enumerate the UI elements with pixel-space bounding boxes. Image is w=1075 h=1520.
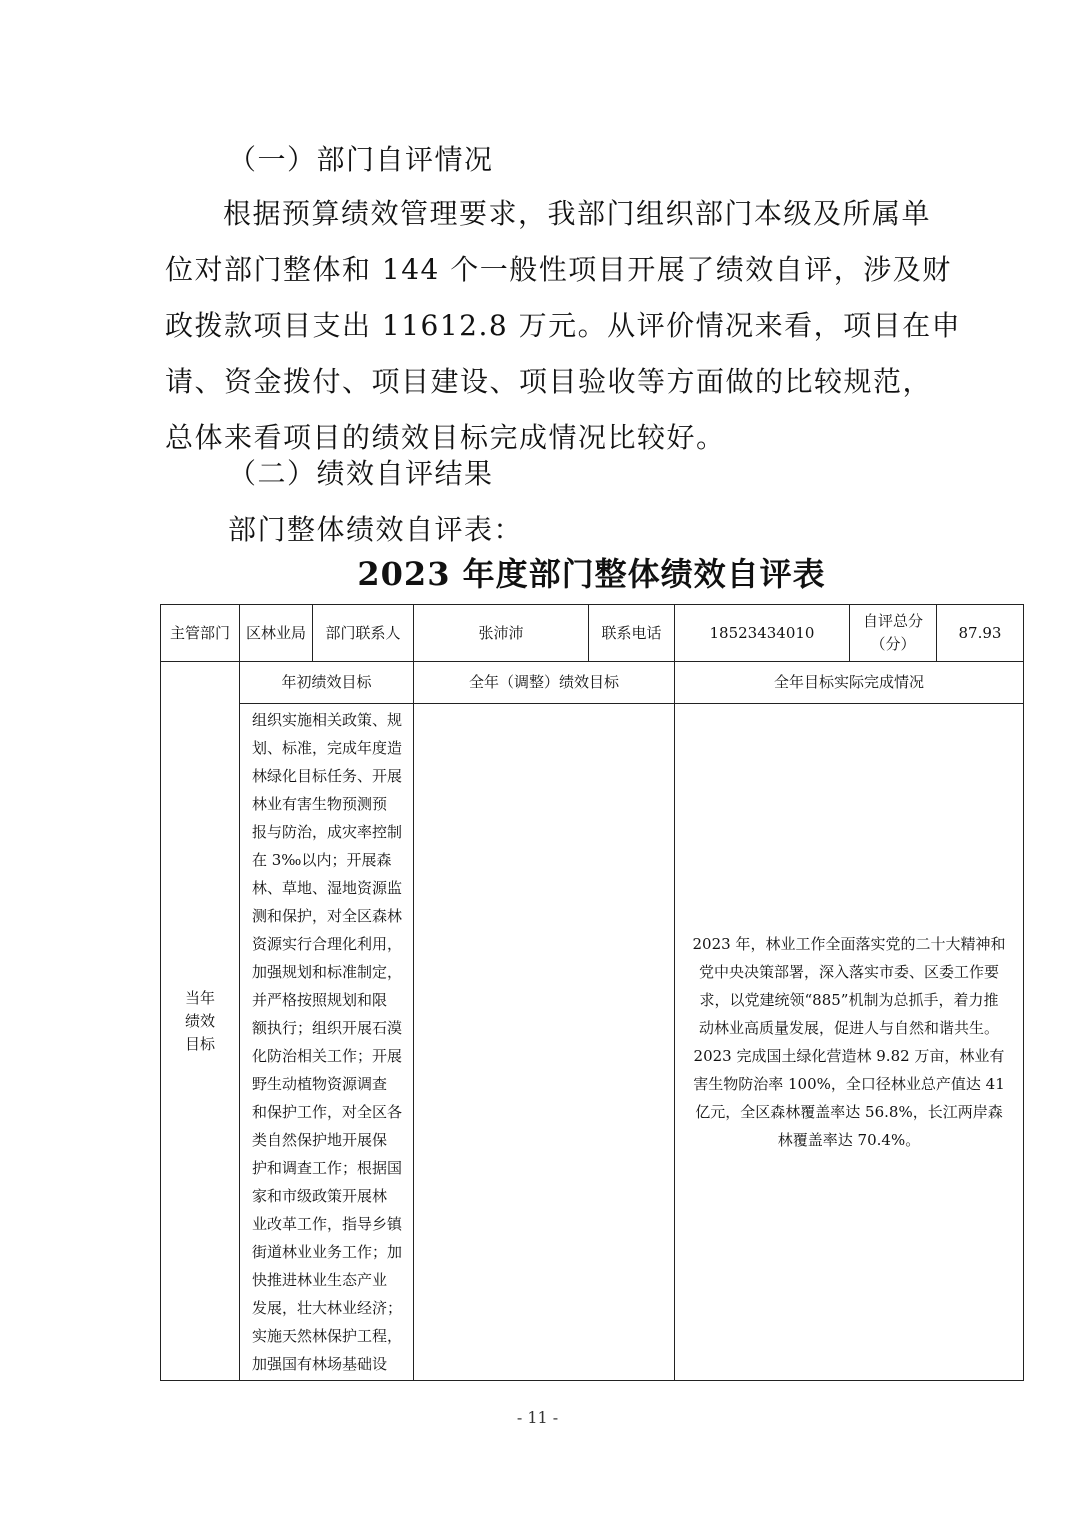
goal-line: 并严格按照规划和限 bbox=[252, 991, 388, 1009]
phone-value: 18523434010 bbox=[675, 605, 850, 662]
actual-line: 党中央决策部署，深入落实市委、区委工作要 bbox=[698, 963, 999, 981]
goal-line: 和保护工作，对全区各 bbox=[252, 1103, 403, 1121]
goal-line: 在 3‰以内；开展森 bbox=[252, 851, 392, 869]
section-heading-2: （二）绩效自评结果 bbox=[228, 457, 494, 490]
table-header-row bbox=[161, 605, 1024, 662]
table-intro: 部门整体绩效自评表： bbox=[228, 513, 524, 546]
actual-line: 求，以党建统领“885”机制为总抓手，着力推 bbox=[699, 991, 999, 1009]
goal-line: 林绿化目标任务、开展 bbox=[252, 767, 403, 785]
score-value: 87.93 bbox=[937, 605, 1024, 662]
goal-line: 林、草地、湿地资源监 bbox=[252, 879, 403, 897]
goal-line: 野生动植物资源调查 bbox=[252, 1075, 388, 1093]
body-line: 位对部门整体和 144 个一般性项目开展了绩效自评，涉及财 bbox=[165, 253, 952, 286]
col-header-initial: 年初绩效目标 bbox=[240, 662, 414, 704]
goal-line: 发展，壮大林业经济； bbox=[252, 1299, 403, 1317]
goal-line: 资源实行合理化利用， bbox=[252, 935, 403, 953]
goal-line: 划、标准，完成年度造 bbox=[252, 739, 403, 757]
actual-line: 害生物防治率 100%，全口径林业总产值达 41 bbox=[693, 1075, 1005, 1093]
goal-line: 组织实施相关政策、规 bbox=[252, 711, 403, 729]
score-label: 自评总分（分） bbox=[850, 605, 937, 662]
body-line: 总体来看项目的绩效目标完成情况比较好。 bbox=[165, 421, 726, 454]
goal-line: 加强国有林场基础设 bbox=[252, 1355, 388, 1373]
actual-completion-cell bbox=[675, 704, 1024, 1381]
table-title: 2023 年度部门整体绩效自评表 bbox=[357, 555, 826, 593]
actual-line: 2023 完成国土绿化营造林 9.82 万亩，林业有 bbox=[693, 1047, 1005, 1065]
body-line: 政拨款项目支出 11612.8 万元。从评价情况来看，项目在申 bbox=[165, 309, 962, 342]
goal-line: 实施天然林保护工程， bbox=[252, 1327, 403, 1345]
actual-line: 亿元，全区森林覆盖率达 56.8%，长江两岸森 bbox=[695, 1103, 1003, 1121]
goal-line: 加强规划和标准制定， bbox=[252, 963, 403, 981]
section-heading-1: （一）部门自评情况 bbox=[228, 143, 494, 176]
goal-line: 家和市级政策开展林 bbox=[252, 1187, 388, 1205]
goal-line: 化防治相关工作；开展 bbox=[252, 1047, 403, 1065]
goal-line: 额执行；组织开展石漠 bbox=[252, 1019, 403, 1037]
goals-column-header-row bbox=[161, 662, 1024, 704]
body-line: 请、资金拨付、项目建设、项目验收等方面做的比较规范， bbox=[165, 365, 933, 398]
actual-line: 2023 年，林业工作全面落实党的二十大精神和 bbox=[692, 935, 1006, 953]
actual-line: 林覆盖率达 70.4%。 bbox=[777, 1131, 921, 1149]
actual-line: 动林业高质量发展，促进人与自然和谐共生。 bbox=[698, 1019, 999, 1037]
adjusted-goal-cell bbox=[414, 704, 675, 1381]
goal-line: 快推进林业生态产业 bbox=[252, 1271, 388, 1289]
goals-row-label: 当年绩效目标 bbox=[161, 662, 240, 1381]
body-paragraph bbox=[165, 186, 962, 466]
goals-content-row bbox=[161, 704, 1024, 1381]
goal-line: 业改革工作，指导乡镇 bbox=[252, 1215, 403, 1233]
performance-table bbox=[160, 604, 1024, 1381]
dept-label: 主管部门 bbox=[161, 605, 240, 662]
goal-line: 护和调查工作；根据国 bbox=[252, 1159, 403, 1177]
col-header-adjusted: 全年（调整）绩效目标 bbox=[414, 662, 675, 704]
goal-line: 街道林业业务工作；加 bbox=[252, 1243, 403, 1261]
initial-goal-cell bbox=[240, 704, 414, 1381]
goal-line: 林业有害生物预测预 bbox=[252, 795, 388, 813]
dept-value: 区林业局 bbox=[240, 605, 313, 662]
col-header-actual: 全年目标实际完成情况 bbox=[675, 662, 1024, 704]
contact-label: 部门联系人 bbox=[313, 605, 414, 662]
page-number: - 11 - bbox=[516, 1408, 559, 1427]
goal-line: 报与防治，成灾率控制 bbox=[252, 823, 403, 841]
body-line: 根据预算绩效管理要求，我部门组织部门本级及所属单 bbox=[223, 197, 932, 230]
contact-value: 张沛沛 bbox=[414, 605, 589, 662]
goal-line: 测和保护，对全区森林 bbox=[252, 907, 403, 925]
goal-line: 类自然保护地开展保 bbox=[252, 1131, 388, 1149]
phone-label: 联系电话 bbox=[589, 605, 675, 662]
